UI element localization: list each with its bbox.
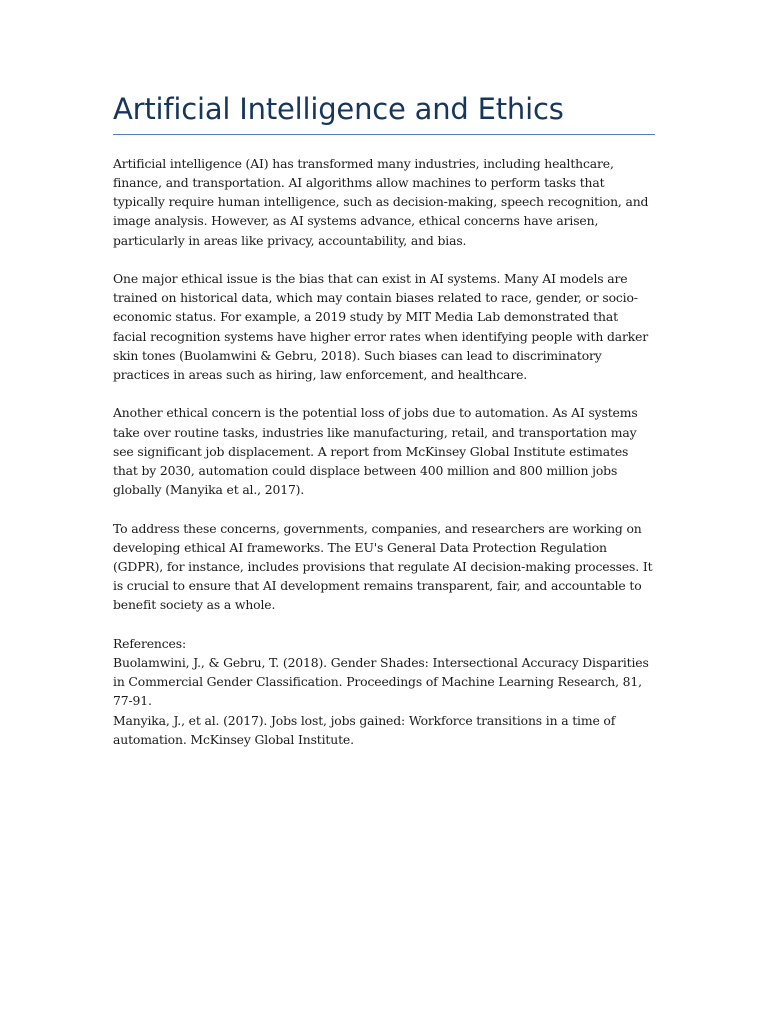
title-underline-rule [113, 134, 655, 135]
paragraph-automation: Another ethical concern is the potential loss of jobs due to automation. As AI systems take over routine tasks, industries like manufacturing, retail, and transportation may see significant job displacement. A report from McKinsey Global Institute estimates that by 2030, automation could displace between 400 million and 800 million jobs globally (Manyika et al., 2017). [113, 405, 638, 498]
paragraph-introduction: Artificial intelligence (AI) has transformed many industries, including healthcare, finance, and transportation. AI algorithms allow machines to perform tasks that typically require human intelligence, such as decision-making, speech recognition, and image analysis. However, as AI systems advance, ethical concerns have arisen, particularly in areas like privacy, accountability, and bias. [113, 155, 649, 248]
reference-entry: Manyika, J., et al. (2017). Jobs lost, jobs gained: Workforce transitions in a time of automation. McKinsey Global Institute. [113, 712, 616, 747]
document-page [113, 92, 655, 749]
document-title: Artificial Intelligence and Ethics [113, 92, 564, 126]
references-heading: References: [113, 635, 186, 651]
reference-entry: Buolamwini, J., & Gebru, T. (2018). Gender Shades: Intersectional Accuracy Disparities in Commercial Gender Classification. Proceedings of Machine Learning Research, 81, 77-91. [113, 655, 649, 709]
references-section [113, 634, 655, 749]
paragraph-bias: One major ethical issue is the bias that can exist in AI systems. Many AI models are trained on historical data, which may contain biases related to race, gender, or socio-economic status. For example, a 2019 study by MIT Media Lab demonstrated that facial recognition systems have higher error rates when identifying people with darker skin tones (Buolamwini & Gebru, 2018). Such biases can lead to discriminatory practices in areas such as hiring, law enforcement, and healthcare. [113, 271, 649, 383]
paragraph-frameworks: To address these concerns, governments, companies, and researchers are working on developing ethical AI frameworks. The EU's General Data Protection Regulation (GDPR), for instance, includes provisions that regulate AI decision-making processes. It is crucial to ensure that AI development remains transparent, fair, and accountable to benefit society as a whole. [113, 520, 653, 613]
